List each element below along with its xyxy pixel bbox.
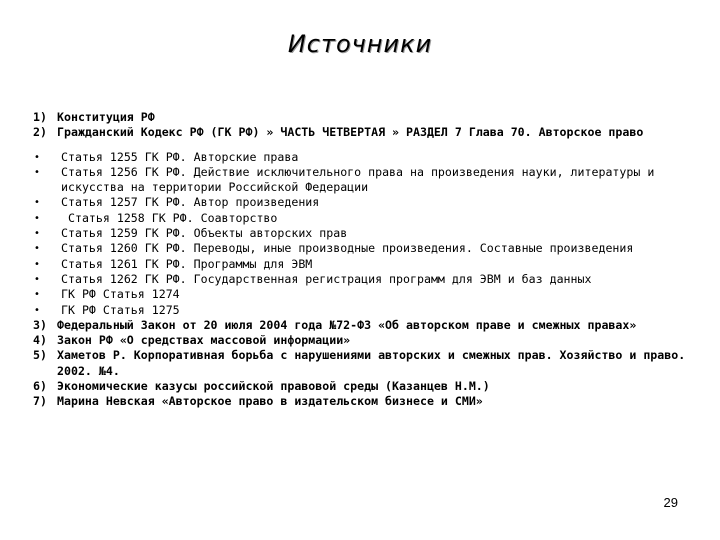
bullet-marker: • (34, 166, 40, 178)
source-item-7 (33, 394, 695, 409)
source-text: Хаметов Р. Корпоративная борьба с нарушениями авторских и смежных прав. Хозяйство и право. 2002. №4. (57, 348, 686, 378)
article-text: ГК РФ Статья 1274 (61, 287, 180, 302)
source-number: 1) (33, 110, 47, 124)
article-text: Статья 1261 ГК РФ. Программы для ЭВМ (61, 256, 313, 271)
source-text: Федеральный Закон от 20 июля 2004 года №72-ФЗ «Об авторском праве и смежных правах» (57, 317, 637, 332)
article-text: Статья 1258 ГК РФ. Соавторство (61, 210, 278, 225)
source-text: Гражданский Кодекс РФ (ГК РФ) » ЧАСТЬ ЧЕТВЕРТАЯ » РАЗДЕЛ 7 Глава 70. Авторское право (57, 125, 644, 140)
article-text: Статья 1259 ГК РФ. Объекты авторских прав (61, 226, 348, 241)
article-text: Статья 1262 ГК РФ. Государственная регистрация программ для ЭВМ и баз данных (61, 271, 592, 286)
source-number: 5) (33, 348, 47, 363)
page-number: 29 (663, 495, 678, 510)
sources-list (33, 110, 695, 410)
source-item-4 (33, 333, 695, 348)
source-number: 4) (33, 333, 47, 348)
article-text: Статья 1260 ГК РФ. Переводы, иные производные произведения. Составные произведения (61, 241, 634, 256)
source-item-3 (33, 318, 695, 333)
bullet-marker: • (34, 243, 40, 255)
source-item-5 (33, 348, 695, 379)
article-text: Статья 1255 ГК РФ. Авторские права (61, 149, 299, 164)
bullet-marker: • (34, 289, 40, 301)
source-text: Марина Невская «Авторское право в издательском бизнесе и СМИ» (57, 394, 483, 409)
bullet-marker: • (34, 273, 40, 285)
list-item (33, 257, 695, 272)
source-text: Экономические казусы российской правовой среды (Казанцев Н.М.) (57, 379, 490, 394)
source-item-6 (33, 379, 695, 394)
list-item (33, 287, 695, 302)
list-item (33, 272, 695, 287)
source-item-2 (33, 125, 695, 140)
article-text: Статья 1257 ГК РФ. Автор произведения (61, 195, 320, 210)
bullet-marker: • (34, 228, 40, 240)
bullet-marker: • (34, 258, 40, 270)
source-number: 3) (33, 317, 47, 332)
article-text: ГК РФ Статья 1275 (61, 302, 180, 317)
source-number: 7) (33, 394, 47, 409)
source-number: 2) (33, 125, 47, 140)
bullet-marker: • (34, 212, 40, 224)
list-item (33, 195, 695, 210)
page-title: Источники (287, 30, 433, 58)
bullet-marker: • (34, 151, 40, 163)
source-item-1 (33, 110, 695, 125)
bullet-marker: • (34, 304, 40, 316)
bullet-marker: • (34, 197, 40, 209)
list-item (33, 241, 695, 256)
source-text: Конституция РФ (57, 110, 155, 124)
list-item (33, 165, 695, 196)
source-number: 6) (33, 379, 47, 394)
list-item (33, 150, 695, 165)
article-text: Статья 1256 ГК РФ. Действие исключительного права на произведения науки, литературы и искусства на территории Российской Федерации (61, 164, 655, 195)
list-item (33, 303, 695, 318)
list-item (33, 226, 695, 241)
list-item (33, 211, 695, 226)
source-text: Закон РФ «О средствах массовой информации» (57, 333, 351, 348)
article-list (33, 150, 695, 318)
